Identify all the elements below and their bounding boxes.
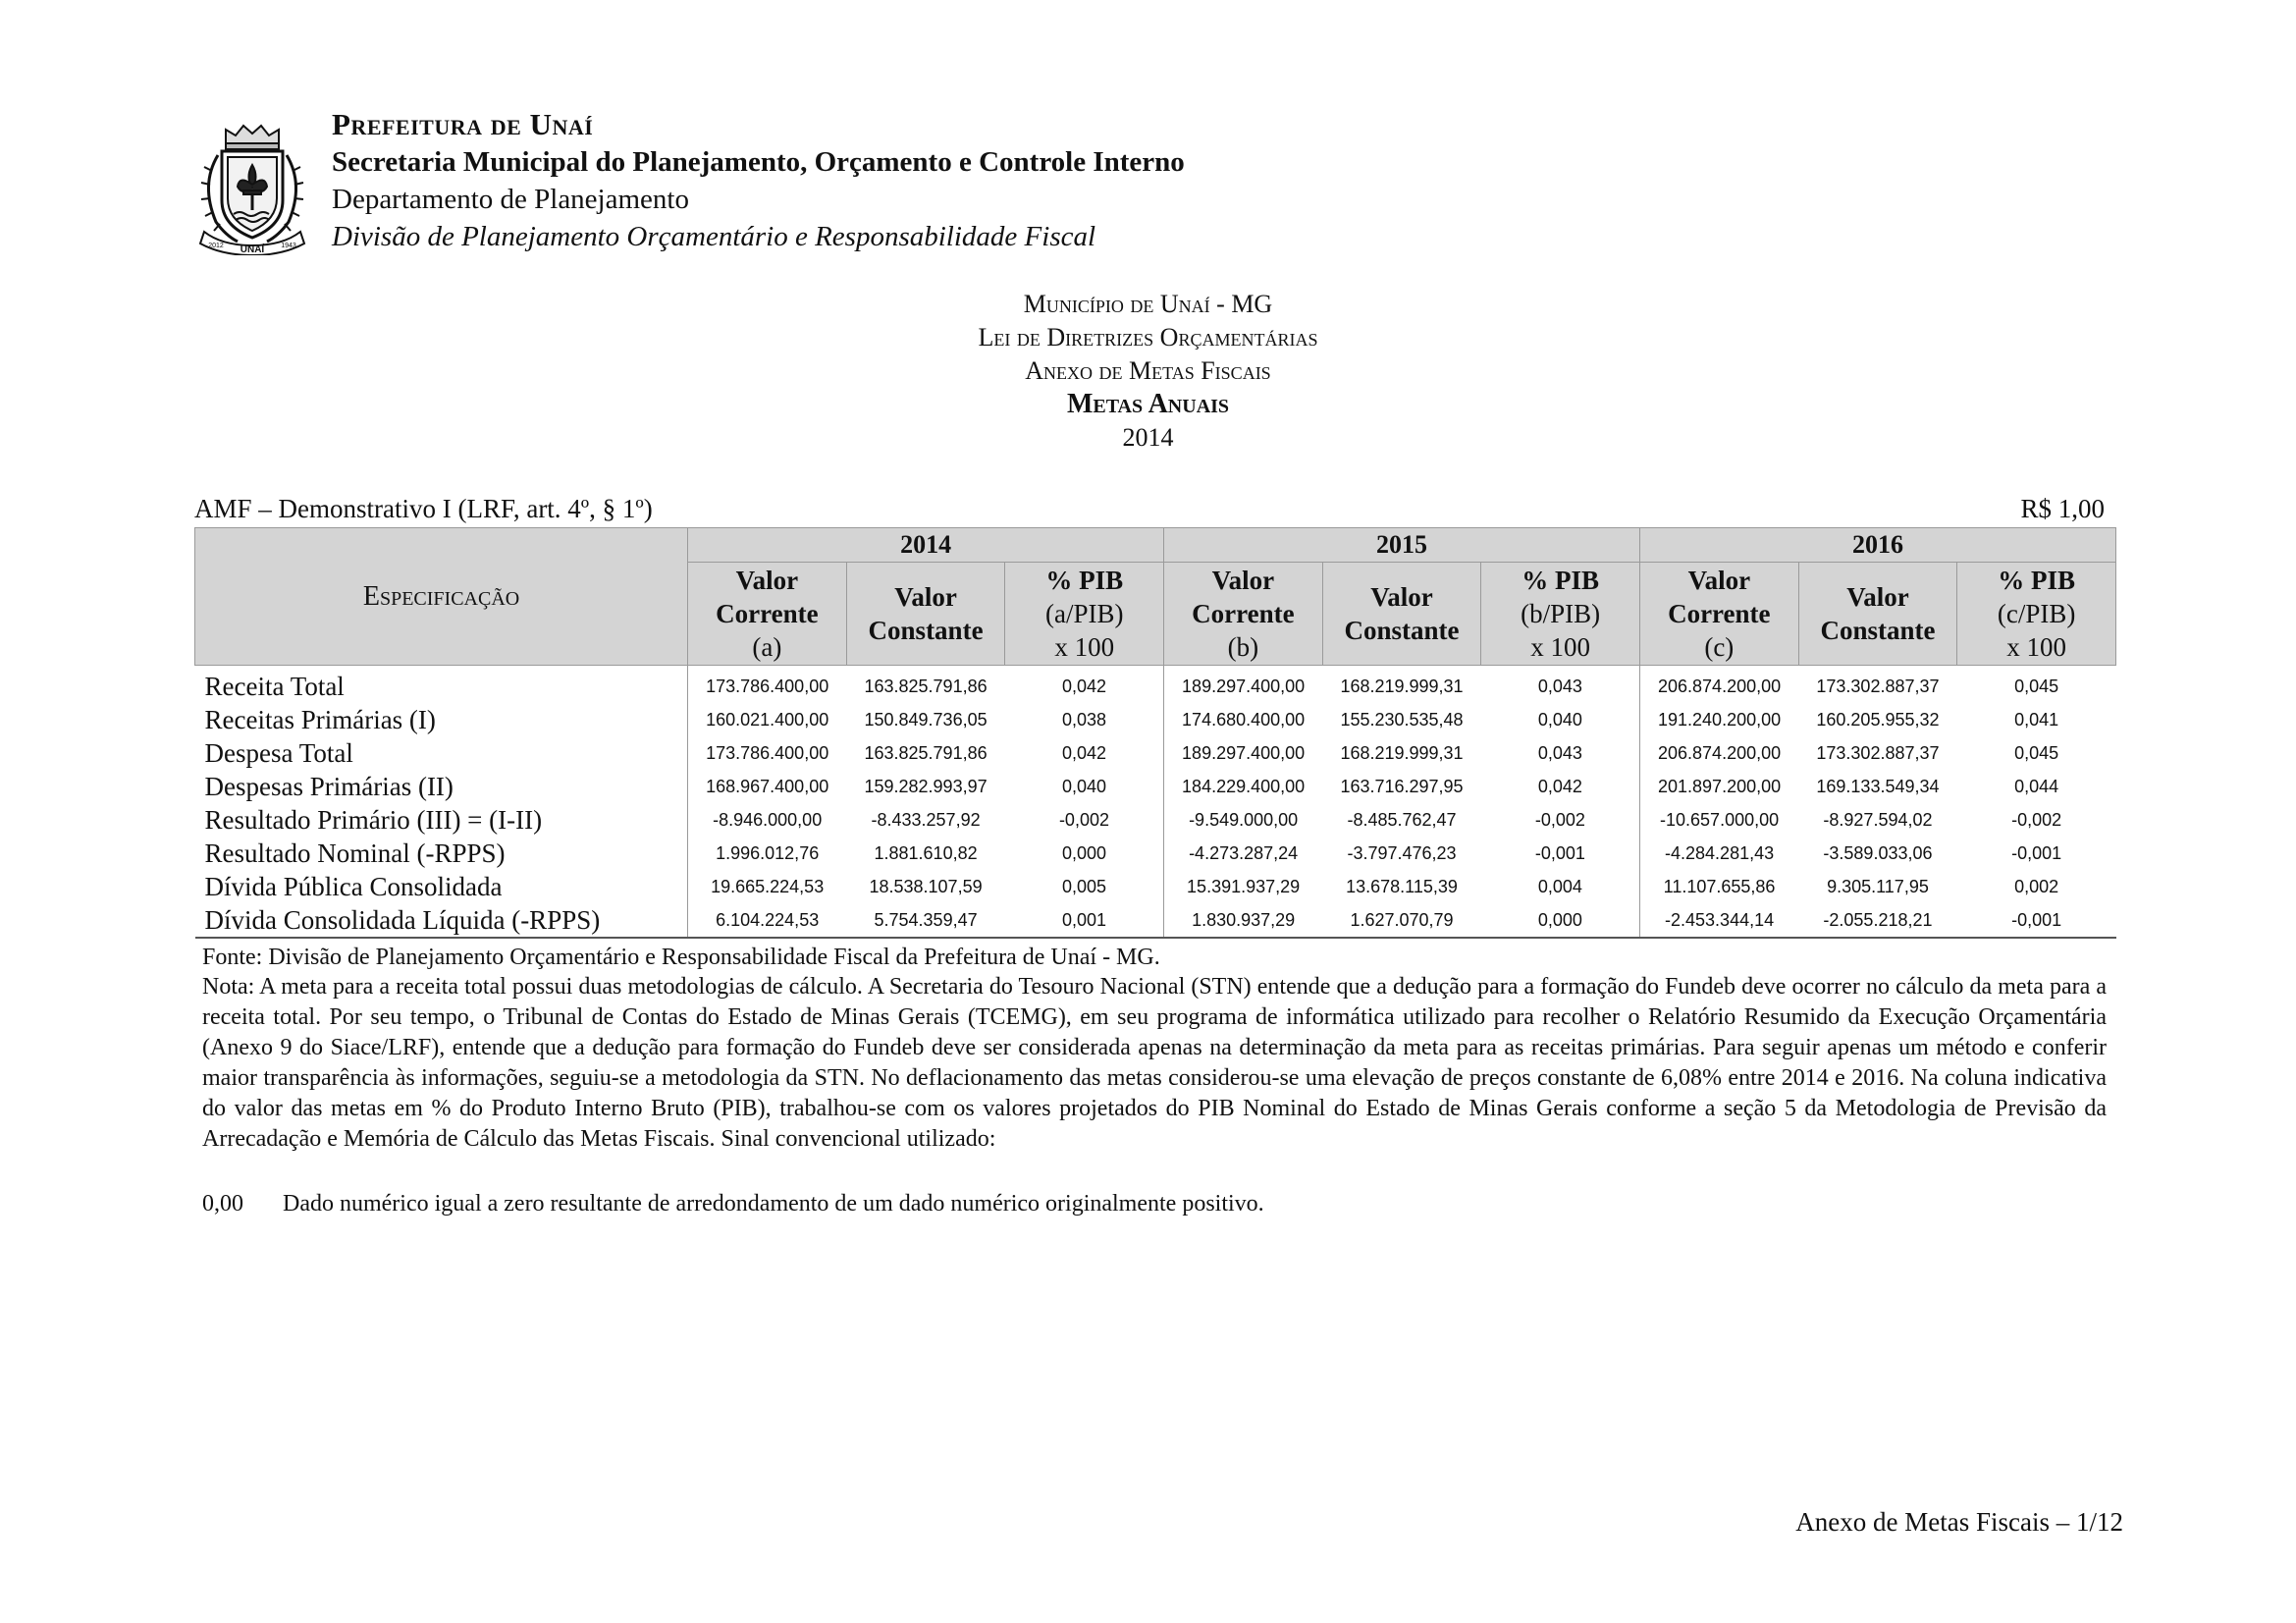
crest-year-right: 1943 (281, 243, 296, 249)
table-cell: 173.302.887,37 (1816, 742, 1940, 763)
table-cell: 0,005 (1061, 876, 1106, 896)
table-cell: 206.874.200,00 (1640, 736, 1799, 770)
table-cell: 1.881.610,82 (874, 842, 978, 863)
table-cell: 0,042 (1537, 776, 1582, 796)
title-law: Lei de Diretrizes Orçamentárias (978, 323, 1318, 352)
table-cell: 5.754.359,47 (846, 903, 1005, 938)
row-label: Dívida Pública Consolidada (204, 871, 503, 901)
table-cell: 168.219.999,31 (1340, 742, 1464, 763)
currency-unit: R$ 1,00 (2020, 494, 2105, 523)
table-cell: 13.678.115,39 (1346, 876, 1458, 896)
division-name: Divisão de Planejamento Orçamentário e Responsabilidade Fiscal (332, 221, 1096, 252)
col-header-pib: % PIB (b/PIB) x 100 (1481, 563, 1640, 666)
title-year: 2014 (1122, 423, 1174, 452)
table-row (195, 870, 2116, 903)
table-cell: 160.205.955,32 (1816, 709, 1940, 730)
row-label: Despesa Total (204, 737, 353, 768)
table-cell: 1.627.070,79 (1322, 903, 1481, 938)
table-cell: -0,002 (1058, 809, 1109, 830)
row-label: Resultado Primário (III) = (I-II) (204, 804, 543, 835)
col-header-pib: % PIB (c/PIB) x 100 (1957, 563, 2116, 666)
table-cell: -4.273.287,24 (1164, 837, 1323, 870)
table-cell: 169.133.549,34 (1816, 776, 1940, 796)
table-cell: 1.830.937,29 (1164, 903, 1323, 938)
secretariat-name: Secretaria Municipal do Planejamento, Orçamento e Controle Interno (332, 146, 1185, 178)
table-cell: -9.549.000,00 (1164, 803, 1323, 837)
conventional-sign (202, 1191, 1264, 1217)
table-cell: -8.946.000,00 (688, 803, 847, 837)
table-row (195, 837, 2116, 870)
table-cell: -0,001 (1957, 903, 2116, 938)
year-header: 2015 (1164, 528, 1640, 563)
table-cell: 0,041 (2014, 709, 2059, 730)
fiscal-goals-table (194, 527, 2116, 939)
table-cell: 0,002 (2014, 876, 2059, 896)
table-row (195, 903, 2116, 938)
table-cell: -8.433.257,92 (871, 809, 981, 830)
table-cell: 189.297.400,00 (1164, 666, 1323, 704)
table-cell: 206.874.200,00 (1640, 666, 1799, 704)
conventional-symbol: 0,00 (202, 1191, 243, 1217)
table-cell: 0,042 (1061, 742, 1106, 763)
table-cell: 201.897.200,00 (1640, 770, 1799, 803)
table-cell: 18.538.107,59 (869, 876, 983, 896)
table-cell: 168.967.400,00 (688, 770, 847, 803)
title-section: Metas Anuais (1066, 389, 1230, 419)
municipal-crest-logo (183, 116, 322, 255)
table-cell: 0,043 (1537, 742, 1582, 763)
table-cell: -2.453.344,14 (1640, 903, 1799, 938)
table-cell: 9.305.117,95 (1827, 876, 1929, 896)
page-footer: Anexo de Metas Fiscais – 1/12 (1795, 1507, 2123, 1537)
table-cell: 15.391.937,29 (1164, 870, 1323, 903)
table-cell: 163.825.791,86 (864, 742, 988, 763)
table-cell: 0,045 (2014, 676, 2059, 696)
table-cell: 150.849.736,05 (864, 709, 988, 730)
table-cell: 160.021.400,00 (688, 703, 847, 736)
table-cell: 163.825.791,86 (864, 676, 988, 696)
table-cell: 173.786.400,00 (688, 666, 847, 704)
table-cell: 1.996.012,76 (688, 837, 847, 870)
source-note: Fonte: Divisão de Planejamento Orçamentário e Responsabilidade Fiscal da Prefeitura de Unaí - MG. (202, 945, 1160, 970)
col-header-corrente: Valor Corrente (c) (1640, 563, 1799, 666)
table-cell: -8.927.594,02 (1823, 809, 1933, 830)
table-cell: 0,045 (2014, 742, 2059, 763)
table-cell: 0,001 (1005, 903, 1164, 938)
table-cell: 163.716.297,95 (1340, 776, 1464, 796)
col-header-constante: Valor Constante (846, 563, 1005, 666)
table-row (195, 803, 2116, 837)
department-name: Departamento de Planejamento (332, 184, 689, 215)
crest-ribbon-text: UNAÍ (240, 244, 265, 255)
table-cell: 159.282.993,97 (864, 776, 988, 796)
table-cell: -3.797.476,23 (1347, 842, 1457, 863)
demonstrativo-label: AMF – Demonstrativo I (LRF, art. 4º, § 1º) (194, 494, 653, 523)
table-cell: -0,002 (2011, 809, 2062, 830)
table-cell: 0,040 (1061, 776, 1106, 796)
table-cell: 191.240.200,00 (1640, 703, 1799, 736)
table-cell: 184.229.400,00 (1164, 770, 1323, 803)
table-cell: 189.297.400,00 (1164, 736, 1323, 770)
table-cell: -0,001 (1534, 842, 1585, 863)
table-cell: 0,004 (1537, 876, 1582, 896)
table-cell: -10.657.000,00 (1640, 803, 1799, 837)
table-cell: -4.284.281,43 (1640, 837, 1799, 870)
col-header-constante: Valor Constante (1322, 563, 1481, 666)
table-row (195, 736, 2116, 770)
col-header-constante: Valor Constante (1798, 563, 1957, 666)
table-body (195, 666, 2116, 939)
table-cell: 0,043 (1537, 676, 1582, 696)
table-cell: -0,002 (1534, 809, 1585, 830)
title-municipality: Município de Unaí - MG (1023, 290, 1273, 318)
table-row (195, 770, 2116, 803)
institution-header (332, 106, 1185, 255)
table-row (195, 703, 2116, 736)
spec-header: Especificação (195, 528, 688, 666)
col-header-corrente: Valor Corrente (a) (688, 563, 847, 666)
year-header: 2016 (1640, 528, 2116, 563)
row-label: Despesas Primárias (II) (204, 771, 454, 801)
col-header-corrente: Valor Corrente (b) (1164, 563, 1323, 666)
table-cell: 0,038 (1061, 709, 1106, 730)
table-cell: 174.680.400,00 (1164, 703, 1323, 736)
row-label: Resultado Nominal (-RPPS) (204, 838, 506, 868)
conventional-description: Dado numérico igual a zero resultante de arredondamento de um dado numérico originalmente positivo. (283, 1191, 1264, 1217)
table-cell: 0,044 (2014, 776, 2059, 796)
table-cell: 11.107.655,86 (1640, 870, 1799, 903)
table-cell: -8.485.762,47 (1347, 809, 1457, 830)
row-label: Receita Total (204, 671, 345, 701)
col-header-pib: % PIB (a/PIB) x 100 (1005, 563, 1164, 666)
institution-name: Prefeitura de Unaí (332, 107, 594, 141)
table-cell: -0,001 (2011, 842, 2062, 863)
table-cell: -2.055.218,21 (1798, 903, 1957, 938)
title-annex: Anexo de Metas Fiscais (1025, 356, 1271, 385)
year-header: 2014 (688, 528, 1164, 563)
row-label: Dívida Consolidada Líquida (-RPPS) (195, 903, 688, 938)
row-label: Receitas Primárias (I) (204, 704, 436, 734)
crest-year-left: 2012 (208, 243, 224, 249)
methodology-note: Nota: A meta para a receita total possui duas metodologias de cálculo. A Secretaria do Tesouro Nacional (STN) entende que a dedução para a formação do Fundeb deve ocorrer no cálculo da meta para a receita total. Por seu tempo, o Tribunal de Contas do Estado de Minas Gerais (TCEMG), em seu programa de informática utilizado para recolher o Relatório Resumido da Execução Orçamentária (Anexo 9 do Siace/LRF), entende que a dedução para formação do Fundeb deve ser considerada apenas na determinação da meta para as receitas primárias. Para seguir apenas um método e conferir maior transparência às informações, seguiu-se a metodologia da STN. No deflacionamento das metas considerou-se uma elevação de preços constante de 6,08% entre 2014 e 2016. Na coluna indicativa do valor das metas em % do Produto Interno Bruto (PIB), trabalhou-se com os valores projetados do PIB Nominal do Estado de Minas Gerais conforme a seção 5 da Metodologia de Previsão da Arrecadação e Memória de Cálculo das Metas Fiscais. Sinal convencional utilizado: (202, 974, 2107, 1152)
table-cell: 173.786.400,00 (688, 736, 847, 770)
year-header-row (195, 528, 2116, 563)
table-cell: 155.230.535,48 (1340, 709, 1464, 730)
table-cell: 0,040 (1537, 709, 1582, 730)
table-cell: 19.665.224,53 (688, 870, 847, 903)
table-cell: 0,042 (1061, 676, 1106, 696)
table-cell: 0,000 (1481, 903, 1640, 938)
document-title-block (0, 288, 2296, 455)
table-cell: 173.302.887,37 (1816, 676, 1940, 696)
table-row (195, 666, 2116, 704)
table-cell: 168.219.999,31 (1340, 676, 1464, 696)
table-cell: 0,000 (1061, 842, 1106, 863)
table-cell: -3.589.033,06 (1823, 842, 1933, 863)
table-cell: 6.104.224,53 (688, 903, 847, 938)
